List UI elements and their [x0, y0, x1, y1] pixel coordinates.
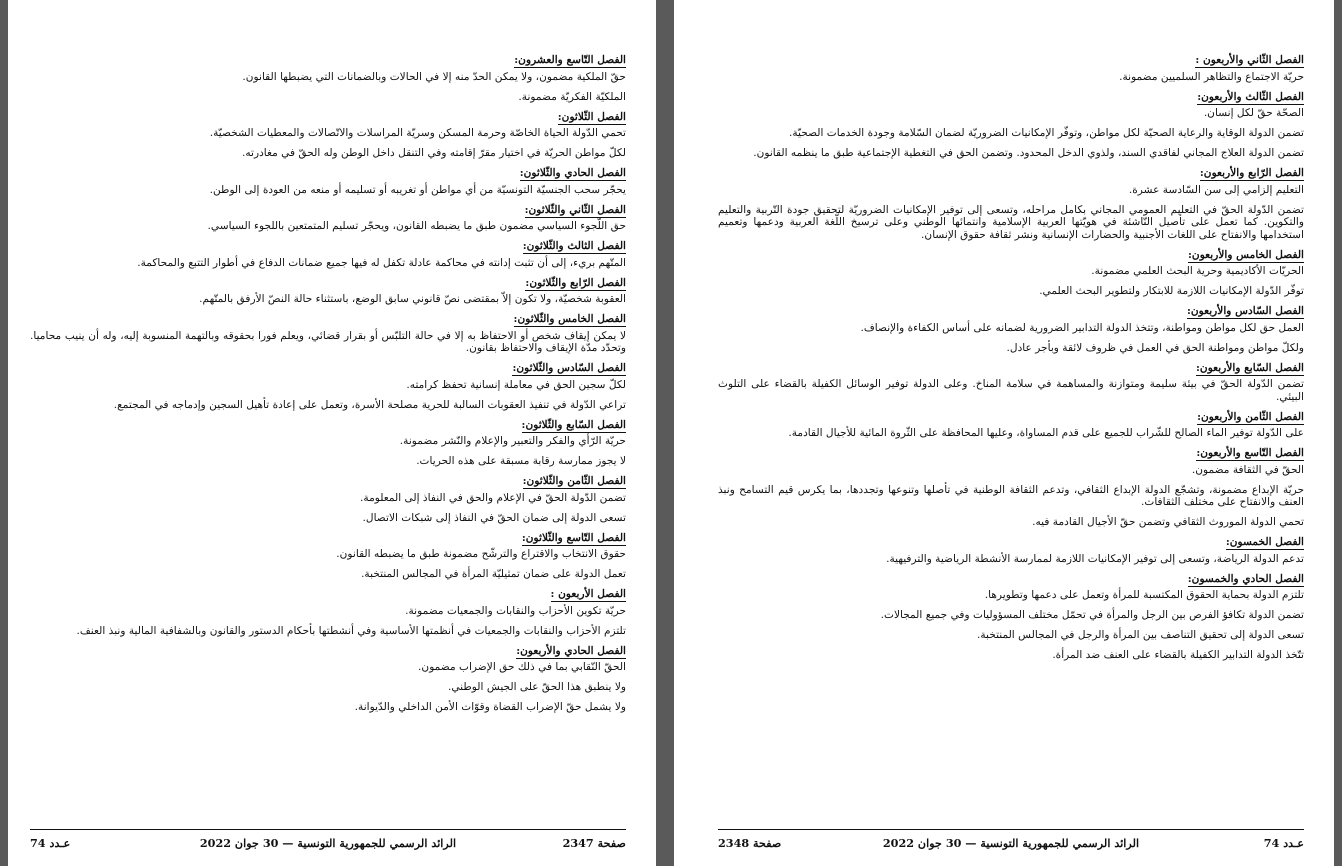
- article-paragraph: حريّة الاجتماع والتظاهر السلميين مضمونة.: [1119, 70, 1304, 83]
- article-paragraph: تسعى الدولة إلى ضمان الحقّ في النفاذ إلى شبكات الاتصال.: [362, 511, 626, 524]
- article-heading: [30, 167, 626, 180]
- article-paragraph: تلتزم الأحزاب والنقابات والجمعيات في أنظمتها الأساسية وفي أنشطتها بأحكام الدستور والقانون وبالشفافية المالية ونبذ العنف.: [76, 624, 626, 637]
- article-heading-text: الفصل التّاسع والثّلاثون:: [521, 531, 626, 544]
- article-paragraph: حريّة الرّأي والفكر والتعبير والإعلام والنّشر مضمونة.: [399, 435, 626, 447]
- article-paragraph: على الدّولة توفير الماء الصالح للشّراب للجميع على قدم المساواة، وعليها المحافظة على الثّروة المائية للأجيال القادمة.: [788, 427, 1304, 439]
- article-paragraph: تضمن الدولة الوقاية والرعاية الصحيّة لكل مواطن، وتوفّر الإمكانيات الضروريّة لضمان السّلامة وجودة الخدمات الصحيّة.: [788, 127, 1304, 139]
- article-heading: [718, 54, 1304, 67]
- article-heading: [718, 91, 1304, 104]
- article-heading: [718, 411, 1304, 424]
- right-page-text-column: [718, 50, 1304, 669]
- article-paragraph: الحريّات الأكاديمية وحرية البحث العلمي مضمونة.: [1091, 265, 1304, 277]
- article-paragraph: ولا ينطبق هذا الحقّ على الجيش الوطني.: [447, 681, 626, 693]
- article-heading-text: الفصل السّادس والثّلاثون:: [512, 362, 626, 374]
- right-footer-gazette-title: الرائد الرسمي للجمهورية التونسية — 30 جوان 2022: [882, 836, 1140, 850]
- article-heading-text: الفصل الحادي والأربعون:: [516, 644, 626, 657]
- article-heading-text: الفصل الرّابع والثّلاثون:: [525, 276, 626, 289]
- article-paragraph: لا يجوز ممارسة رقابة مسبقة على هذه الحريات.: [416, 455, 626, 467]
- article-heading-text: الفصل الحادي والخمسون:: [1187, 572, 1304, 585]
- article-heading: [30, 362, 626, 375]
- article-heading: [718, 249, 1304, 262]
- article-paragraph: ولا يشمل حقّ الإضراب القضاة وقوّات الأمن الداخلي والدّيوانة.: [354, 701, 626, 713]
- right-footer-page-number: صفحة 2348: [718, 836, 782, 850]
- left-page-text-column: [30, 50, 626, 721]
- article-paragraph: لكلّ سجين الحق في معاملة إنسانية تحفظ كرامته.: [406, 378, 626, 391]
- right-footer-issue-number: عـدد 74: [1263, 836, 1304, 850]
- article-paragraph: تدعم الدولة الرياضة، وتسعى إلى توفير الإمكانيات اللازمة لممارسة الأنشطة الرياضية والترفيهية.: [886, 552, 1304, 565]
- article-heading-text: الفصل التّاسع والعشرون:: [514, 54, 626, 66]
- article-heading-text: الفصل السّابع والثّلاثون:: [521, 418, 626, 431]
- article-heading: [30, 204, 626, 217]
- article-paragraph: حقّ الملكية مضمون، ولا يمكن الحدّ منه إلا في الحالات وبالضمانات التي يضبطها القانون.: [242, 70, 626, 83]
- article-heading: [30, 277, 626, 290]
- left-footer-gazette-title: الرائد الرسمي للجمهورية التونسية — 30 جوان 2022: [199, 836, 457, 850]
- article-heading-text: الفصل الرّابع والأربعون:: [1199, 167, 1304, 179]
- article-heading: [30, 240, 626, 253]
- article-paragraph: تضمن الدّولة الحقّ في التعليم العمومي المجاني بكامل مراحله، وتسعى إلى توفير الإمكانيات الضروريّة لتحقيق جودة التّربية والتعليم والتكوين. كما تعمل على تأصيل النّاشئة في هويّتها العربية الإسلامية وانتمائها الوطني وعلى ترسيخ اللّغة العربية ودعمها وتعميم استخدامها والانفتاح على اللغات الأجنبية والحضارات الإنسانية ونشر ثقافة حقوق الإنسان.: [718, 203, 1304, 241]
- left-footer-page-number: صفحة 2347: [562, 836, 626, 850]
- article-paragraph: تضمن الدولة العلاج المجاني لفاقدي السند، ولذوي الدخل المحدود. وتضمن الحق في التغطية الإجتماعية طبق ما ينظمه القانون.: [753, 147, 1304, 159]
- article-heading-text: الفصل الثّامن والأربعون:: [1197, 410, 1304, 423]
- article-heading-text: الفصل الثّاني والأربعون :: [1195, 54, 1304, 66]
- article-paragraph: المتّهم بريء، إلى أن تثبت إدانته في محاكمة عادلة تكفل له فيها جميع ضمانات الدفاع في أطوار التتبع والمحاكمة.: [137, 256, 626, 269]
- article-paragraph: العقوبة شخصيّة، ولا تكون إلاّ بمقتضى نصّ قانوني سابق الوضع، باستثناء حالة النصّ الأرفق بالمتّهم.: [199, 293, 626, 305]
- article-heading: [30, 532, 626, 545]
- left-page-footer: [30, 829, 626, 852]
- article-paragraph: تضمن الدولة تكافؤ الفرص بين الرجل والمرأة في تحمّل مختلف المسؤوليات وفي جميع المجالات.: [880, 609, 1304, 621]
- left-footer-issue-number: عـدد 74: [30, 836, 71, 850]
- article-heading-text: الفصل الخامس والأربعون:: [1188, 248, 1304, 261]
- article-paragraph: توفّر الدّولة الإمكانيات اللازمة للابتكار ولتطوير البحث العلمي.: [1039, 285, 1304, 297]
- article-heading: [30, 54, 626, 67]
- article-heading-text: الفصل الثالث والثّلاثون:: [522, 240, 626, 252]
- article-heading-text: الفصل الخمسون:: [1225, 536, 1304, 548]
- article-paragraph: حريّة الإبداع مضمونة، وتشجّع الدولة الإبداع الثقافي، وتدعم الثقافة الوطنية في تأصلها وتنوعها وتجددها، بما يكرس قيم التسامح ونبذ العنف والانفتاح على مختلف الثقافات.: [718, 483, 1304, 508]
- article-heading: [30, 419, 626, 432]
- article-paragraph: التعليم إلزامي إلى سن السّادسة عشرة.: [1128, 183, 1304, 196]
- article-heading-text: الفصل الأربعون :: [550, 588, 626, 600]
- article-heading: [718, 447, 1304, 460]
- article-paragraph: حريّة تكوين الأحزاب والنقابات والجمعيات مضمونة.: [405, 604, 626, 617]
- article-heading-text: الفصل الثّاني والثّلاثون:: [524, 203, 626, 216]
- article-paragraph: تعمل الدولة على ضمان تمثيليّة المرأة في المجالس المنتخبة.: [361, 568, 626, 580]
- article-heading-text: الفصل الخامس والثّلاثون:: [513, 313, 626, 325]
- article-paragraph: تتّخذ الدولة التدابير الكفيلة بالقضاء على العنف ضد المرأة.: [1052, 649, 1304, 661]
- article-paragraph: لكلّ مواطن الحريّة في اختيار مقرّ إقامته وفي التنقل داخل الوطن وله الحقّ في مغادرته.: [241, 147, 626, 159]
- article-paragraph: تحمي الدّولة الحياة الخاصّة وحرمة المسكن وسريّة المراسلات والاتّصالات والمعطيات الشخصيّة.: [209, 127, 626, 139]
- article-heading-text: الفصل السّابع والأربعون:: [1196, 361, 1304, 374]
- article-heading: [30, 313, 626, 326]
- article-paragraph: الصحّة حقّ لكل إنسان.: [1203, 107, 1304, 119]
- article-heading-text: الفصل الثّامن والثّلاثون:: [522, 475, 626, 487]
- left-page: [8, 0, 656, 866]
- article-paragraph: تضمن الدّولة الحقّ في بيئة سليمة ومتوازنة والمساهمة في سلامة المناخ. وعلى الدولة توفير الوسائل الكفيلة بالقضاء على التلوث البيئي.: [718, 378, 1304, 403]
- article-paragraph: يحجّر سحب الجنسيّة التونسيّة من أي مواطن أو تغريبه أو تسليمه أو منعه من العودة إلى الوطن.: [209, 183, 626, 196]
- article-paragraph: تحمي الدولة الموروث الثقافي وتضمن حقّ الأجيال القادمة فيه.: [1032, 516, 1304, 528]
- article-heading: [718, 167, 1304, 180]
- article-heading-text: الفصل التّاسع والأربعون:: [1196, 447, 1304, 459]
- article-paragraph: حقوق الانتخاب والاقتراع والترشّح مضمونة طبق ما يضبطه القانون.: [336, 548, 626, 560]
- article-heading: [30, 111, 626, 124]
- article-heading: [30, 588, 626, 601]
- article-paragraph: العمل حق لكل مواطن ومواطنة، وتتخذ الدولة التدابير الضرورية لضمانه على أساس الكفاءة والإنصاف.: [860, 321, 1304, 334]
- right-page: [674, 0, 1334, 866]
- article-heading-text: الفصل الحادي والثّلاثون:: [519, 167, 626, 179]
- article-paragraph: ولكلّ مواطن ومواطنة الحق في العمل في ظروف لائقة وبأجر عادل.: [1006, 341, 1304, 354]
- article-paragraph: تلتزم الدولة بحماية الحقوق المكتسبة للمرأة وتعمل على دعمها وتطويرها.: [984, 589, 1304, 601]
- article-paragraph: تضمن الدّولة الحقّ في الإعلام والحق في النفاذ إلى المعلومة.: [360, 491, 626, 504]
- article-paragraph: الملكيّة الفكريّة مضمونة.: [518, 90, 626, 103]
- article-heading: [30, 645, 626, 658]
- article-heading: [718, 305, 1304, 318]
- article-heading: [30, 475, 626, 488]
- article-heading-text: الفصل الثّلاثون:: [557, 110, 626, 123]
- article-paragraph: تراعي الدّولة في تنفيذ العقوبات السالبة للحرية مصلحة الأسرة، وتعمل على إعادة تأهيل السجين وإدماجه في المجتمع.: [113, 398, 626, 411]
- article-paragraph: حق اللّجوء السياسي مضمون طبق ما يضبطه القانون، ويحجّر تسليم المتمتعين باللجوء السياسي.: [207, 220, 626, 232]
- article-paragraph: الحقّ النّقابي بما في ذلك حق الإضراب مضمون.: [418, 661, 626, 673]
- right-page-footer: [718, 829, 1304, 852]
- article-paragraph: تسعى الدولة إلى تحقيق التناصف بين المرأة والرجل في المجالس المنتخبة.: [976, 629, 1304, 641]
- article-heading: [718, 536, 1304, 549]
- article-heading: [718, 573, 1304, 586]
- article-paragraph: لا يمكن إيقاف شخص أو الاحتفاظ به إلا في حالة التلبّس أو بقرار قضائي، ويعلم فورا بحقوقه وبالتهمة المنسوبة إليه، وله أن ينيب محاميا. وتحدّد مدّة الإيقاف والاحتفاظ بقانون.: [30, 329, 626, 354]
- article-heading: [718, 362, 1304, 375]
- article-heading-text: الفصل الثّالث والأربعون:: [1197, 90, 1304, 103]
- article-heading-text: الفصل السّادس والأربعون:: [1186, 305, 1304, 317]
- article-paragraph: الحقّ في الثقافة مضمون.: [1191, 463, 1304, 476]
